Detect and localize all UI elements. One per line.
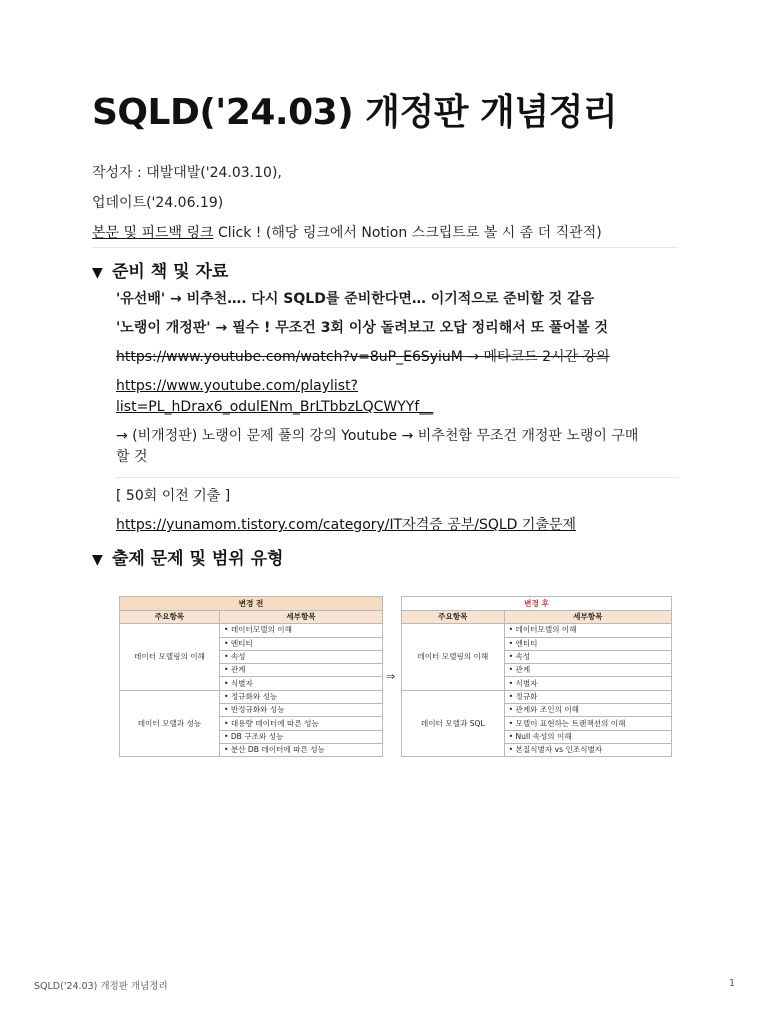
column-header: 주요항목 xyxy=(120,611,220,624)
playlist-note xyxy=(116,426,676,468)
divider xyxy=(92,247,678,248)
playlist-note-line-2: 할 것 xyxy=(116,449,148,465)
divider xyxy=(116,477,678,478)
feedback-line xyxy=(92,222,602,242)
sub-item-cell: • 모델이 표현하는 트랜잭션의 이해 xyxy=(504,717,671,730)
sub-item-cell: • 식별자 xyxy=(219,677,382,690)
page-title: SQLD('24.03) 개정판 개념정리 xyxy=(92,92,618,133)
footer-title: SQLD('24.03) 개정판 개념정리 xyxy=(34,981,168,992)
feedback-line-rest: Click ! (해당 링크에서 Notion 스크립트로 볼 시 좀 더 직관적) xyxy=(213,225,602,241)
author-line: 작성자 : 대발대발('24.03.10), xyxy=(92,165,282,181)
table-row xyxy=(402,690,672,703)
main-item-cell: 데이터 모델링의 이해 xyxy=(402,624,505,690)
table-row xyxy=(120,624,383,637)
sub-item-cell: • 대용량 데이터에 따른 성능 xyxy=(219,717,382,730)
sub-item-cell: • 반정규화와 성능 xyxy=(219,704,382,717)
toggle-triangle-icon: ▼ xyxy=(92,552,103,568)
playlist-note-line-1: → (비개정판) 노랭이 문제 풀의 강의 Youtube → 비추천함 무조건 개정판 노랭이 구매 xyxy=(116,428,639,444)
sub-item-cell: • 속성 xyxy=(504,650,671,663)
table-before xyxy=(119,596,383,757)
book-note-2: '노랭이 개정판' → 필수 ! 무조건 3회 이상 돌려보고 오답 정리해서 또 풀어볼 것 xyxy=(116,320,608,336)
sub-item-cell: • 분산 DB 데이터에 따른 성능 xyxy=(219,743,382,756)
toggle-prep-materials[interactable] xyxy=(92,257,228,282)
sub-item-cell: • 식별자 xyxy=(504,677,671,690)
section-title: 준비 책 및 자료 xyxy=(112,262,229,282)
feedback-link[interactable]: 본문 및 피드백 링크 xyxy=(92,225,214,241)
playlist-link[interactable] xyxy=(116,376,676,418)
table-caption-row xyxy=(120,597,383,611)
table-caption-row xyxy=(402,597,672,611)
strike-line xyxy=(116,347,676,368)
table-header-row xyxy=(120,611,383,624)
column-header: 세부항목 xyxy=(219,611,382,624)
book-note-1: '유선배' → 비추천…. 다시 SQLD를 준비한다면… 이기적으로 준비할 것 같음 xyxy=(116,291,595,307)
sub-item-cell: • 관계 xyxy=(219,664,382,677)
sub-item-cell: • 정규화와 성능 xyxy=(219,690,382,703)
toggle-triangle-icon: ▼ xyxy=(92,265,103,281)
table-row xyxy=(120,690,383,703)
sub-item-cell: • 데이터모델의 이해 xyxy=(504,624,671,637)
sub-item-cell: • 정규화 xyxy=(504,690,671,703)
sub-item-cell: • 관계와 조인의 이해 xyxy=(504,704,671,717)
sub-item-cell: • Null 속성의 이해 xyxy=(504,730,671,743)
column-header: 주요항목 xyxy=(402,611,505,624)
past-exam-label: [ 50회 이전 기출 ] xyxy=(116,488,231,504)
sub-item-cell: • 본질식별자 vs 인조식별자 xyxy=(504,743,671,756)
past-exam-line xyxy=(116,515,676,536)
column-header: 세부항목 xyxy=(504,611,671,624)
sub-item-cell: • 관계 xyxy=(504,664,671,677)
update-line: 업데이트('24.06.19) xyxy=(92,195,224,211)
main-item-cell: 데이터 모델과 SQL xyxy=(402,690,505,756)
playlist-link-line-2[interactable]: list=PL_hDrax6_odulENm_BrLTbbzLQCWYYf__ xyxy=(116,399,434,415)
table-caption: 변경 전 xyxy=(120,597,383,611)
sub-item-cell: • 엔티티 xyxy=(219,637,382,650)
table-header-row xyxy=(402,611,672,624)
metacode-link[interactable]: https://www.youtube.com/watch?v=8uP_E6SyiuM xyxy=(116,349,463,365)
main-item-cell: 데이터 모델링의 이해 xyxy=(120,624,220,690)
past-exam-link[interactable]: https://yunamom.tistory.com/category/IT자격증 공부/SQLD 기출문제 xyxy=(116,517,577,533)
toggle-exam-scope[interactable] xyxy=(92,544,283,569)
sub-item-cell: • 엔티티 xyxy=(504,637,671,650)
footer-page-number: 1 xyxy=(729,978,736,989)
sub-item-cell: • DB 구조와 성능 xyxy=(219,730,382,743)
strike-rest: → 메타코드 2시간 강의 xyxy=(462,349,610,365)
sub-item-cell: • 데이터모델의 이해 xyxy=(219,624,382,637)
table-after xyxy=(401,596,672,757)
table-caption: 변경 후 xyxy=(402,597,672,611)
table-row xyxy=(402,624,672,637)
playlist-link-line-1[interactable]: https://www.youtube.com/playlist? xyxy=(116,378,358,394)
arrow-icon: ⇒ xyxy=(386,670,396,683)
sub-item-cell: • 속성 xyxy=(219,650,382,663)
main-item-cell: 데이터 모델과 성능 xyxy=(120,690,220,756)
section-title: 출제 문제 및 범위 유형 xyxy=(112,549,284,569)
